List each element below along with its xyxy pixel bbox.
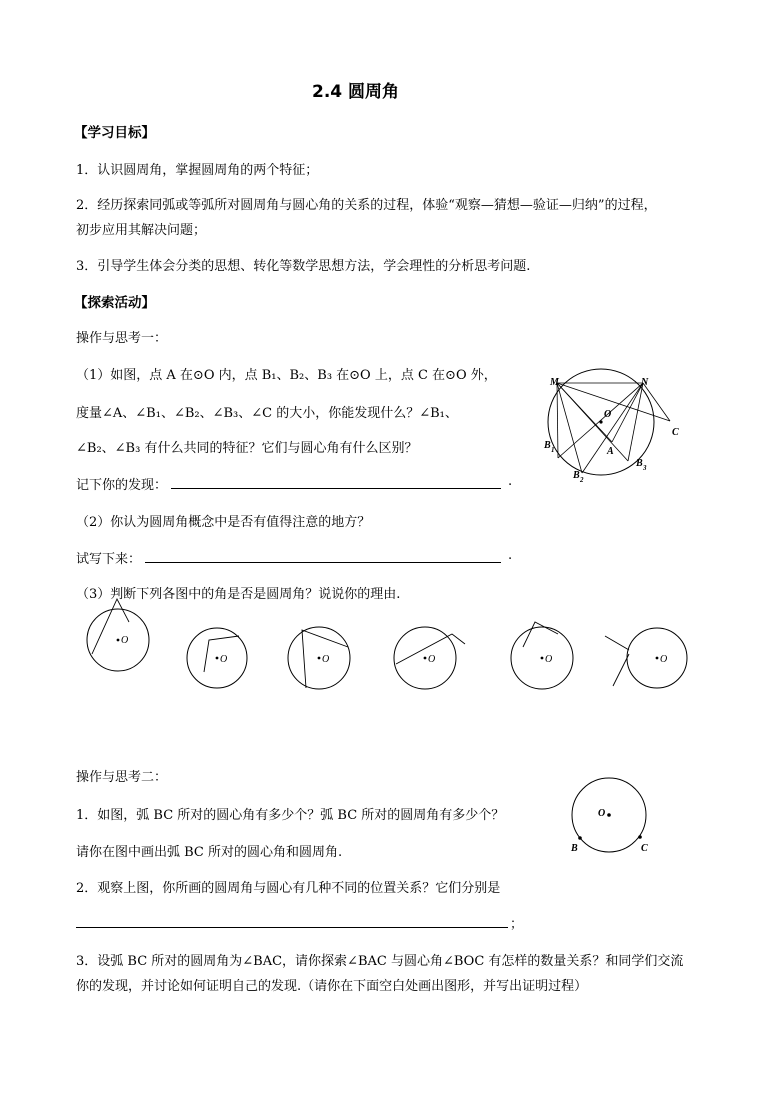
arc-label-C: C: [641, 843, 648, 854]
page-title: 2.4 圆周角: [312, 82, 400, 102]
objective-item-2: 2．经历探索同弧或等弧所对圆周角与圆心角的关系的过程，体验“观察—猜想—验证—归纳”的过程，: [76, 198, 657, 213]
svg-text:O: O: [220, 654, 228, 665]
label-B2: B: [573, 470, 580, 481]
label-O: O: [604, 409, 612, 420]
objective-item-3: 3．引导学生体会分类的思想、转化等数学思想方法，学会理性的分析思考问题.: [76, 259, 531, 274]
part2-label: 操作与思考二：: [76, 770, 168, 785]
judge-figure-3: [288, 627, 350, 689]
part1-q3: （3）判断下列各图中的角是否是圆周角？说说你的理由.: [76, 587, 401, 602]
judge-figures-row: [80, 592, 700, 702]
svg-text:O: O: [322, 654, 330, 665]
center-dot: [599, 420, 602, 423]
part2-q3-line2: 你的发现，并讨论如何证明自己的发现.（请你在下面空白处画出图形，并写出证明过程）: [76, 979, 588, 994]
label-N: N: [641, 377, 649, 388]
svg-text:2: 2: [580, 476, 584, 484]
part2-q1-line2: 请你在图中画出弧 BC 所对的圆心角和圆周角.: [76, 845, 343, 860]
arc-label-O: O: [598, 808, 606, 819]
inscribed-angle-figure: [530, 370, 690, 490]
svg-text:O: O: [545, 654, 553, 665]
label-M: M: [550, 377, 559, 388]
svg-text:O: O: [428, 654, 436, 665]
part1-q2: （2）你认为圆周角概念中是否有值得注意的地方？: [76, 515, 371, 530]
write-answer-line[interactable]: [145, 562, 501, 563]
label-B1: B: [544, 440, 551, 451]
svg-text:3: 3: [643, 464, 647, 472]
arc-bc-figure: [565, 775, 655, 860]
part2-q3-line1: 3．设弧 BC 所对的圆周角为∠BAC，请你探索∠BAC 与圆心角∠BOC 有怎样的数量关系？和同学们交流: [76, 954, 684, 969]
record-answer-line[interactable]: [171, 488, 501, 489]
label-A: A: [607, 446, 614, 457]
record-end: .: [508, 474, 513, 489]
objectives-heading: 【学习目标】: [74, 125, 155, 141]
part2-q1-line1: 1．如图，弧 BC 所对的圆心角有多少个？弧 BC 所对的圆周角有多少个？: [76, 808, 505, 823]
judge-figure-4: [394, 627, 465, 689]
judge-figure-6: [605, 628, 687, 688]
label-C: C: [672, 427, 679, 438]
svg-text:1: 1: [551, 446, 555, 454]
svg-text:O: O: [121, 635, 129, 646]
part1-q1-line1: （1）如图，点 A 在⊙O 内，点 B₁、B₂、B₃ 在⊙O 上，点 C 在⊙O 外，: [76, 368, 497, 383]
part1-label: 操作与思考一：: [76, 331, 168, 346]
label-B3: B: [636, 458, 643, 469]
judge-figure-1: [87, 599, 149, 671]
part1-q1-line3: ∠B₂、∠B₃ 有什么共同的特征？它们与圆心角有什么区别？: [76, 441, 418, 456]
judge-figure-2: [187, 628, 247, 688]
part2-q2: 2．观察上图，你所画的圆周角与圆心有几种不同的位置关系？它们分别是: [76, 881, 501, 896]
write-label: 试写下来：: [76, 552, 142, 567]
objective-item-2-cont: 初步应用其解决问题；: [76, 223, 207, 238]
activity-heading: 【探索活动】: [74, 295, 155, 311]
part1-q1-line2: 度量∠A、∠B₁、∠B₂、∠B₃、∠C 的大小，你能发现什么？∠B₁、: [76, 406, 458, 421]
write-end: .: [508, 548, 513, 563]
arc-label-B: B: [571, 843, 578, 854]
part2-q2-end: ；: [510, 917, 524, 932]
svg-text:O: O: [660, 654, 668, 665]
judge-figure-5: [511, 622, 573, 689]
record-label: 记下你的发现：: [76, 478, 168, 493]
objective-item-1: 1．认识圆周角，掌握圆周角的两个特征；: [76, 163, 319, 178]
part2-answer-line[interactable]: [76, 927, 508, 928]
